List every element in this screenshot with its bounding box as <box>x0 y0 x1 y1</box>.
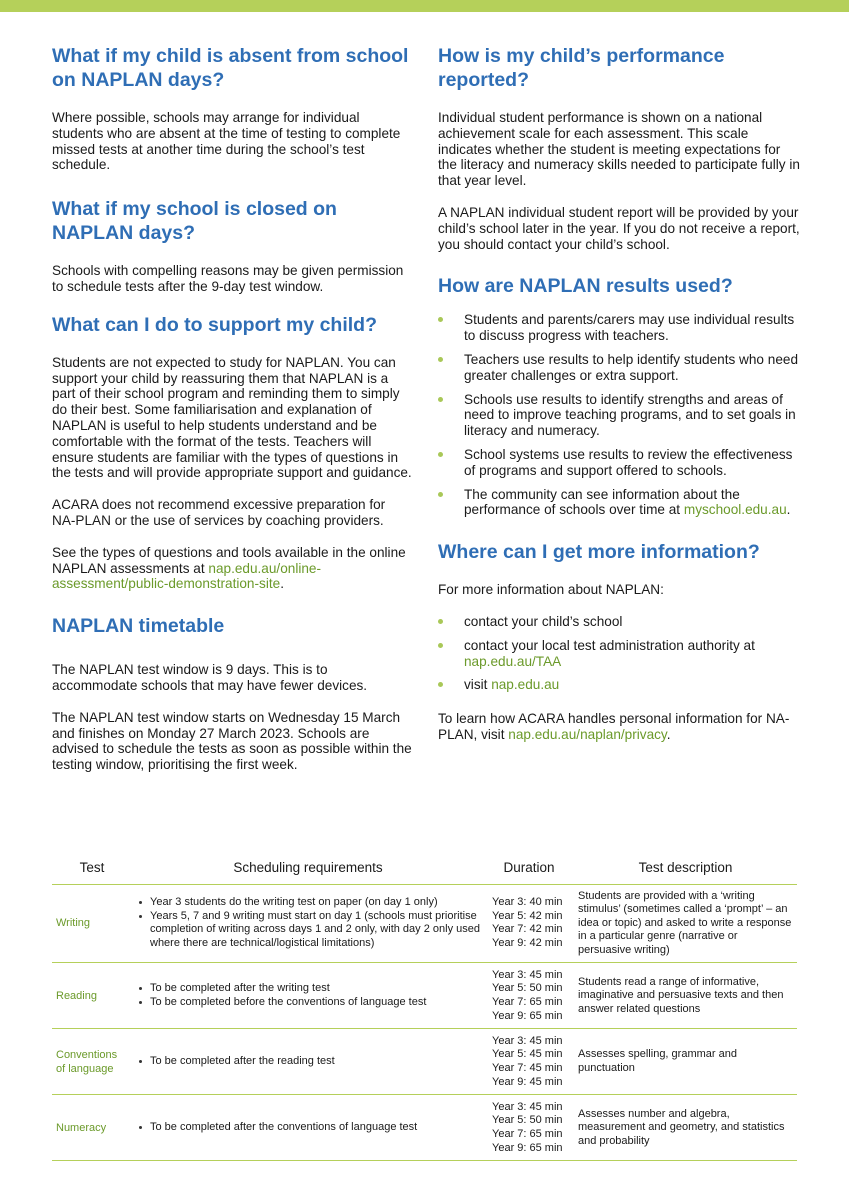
table-header-row <box>52 852 797 884</box>
scheduling-item: To be completed after the writing test <box>150 982 330 995</box>
taa-link[interactable]: nap.edu.au/TAA <box>464 653 562 669</box>
description-cell: Assesses spelling, grammar and punctuation <box>574 1029 797 1095</box>
test-name: Numeracy <box>52 1095 132 1161</box>
bullet-icon <box>438 492 443 497</box>
bullet-icon <box>139 1126 142 1129</box>
duration-line: Year 3: 45 min <box>492 1100 563 1113</box>
duration-line: Year 3: 40 min <box>492 896 563 909</box>
description-cell: Students read a range of informative, imaginative and persuasive texts and then answer related questions <box>574 963 797 1029</box>
timetable-table <box>52 852 797 1161</box>
results-item-2: Teachers use results to help identify students who need greater challenges or extra support. <box>464 351 799 383</box>
info-list <box>438 614 800 693</box>
support-heading: What can I do to support my child? <box>52 313 377 336</box>
bullet-icon <box>438 357 443 362</box>
duration-line: Year 9: 65 min <box>492 1141 563 1154</box>
absent-heading: What if my child is absent from school on NAPLAN days? <box>52 45 409 91</box>
list-item <box>438 614 800 630</box>
table-row <box>52 884 797 963</box>
scheduling-item: Year 3 students do the writing test on paper (on day 1 only) <box>150 896 438 909</box>
results-item-4: School systems use results to review the effectiveness of programs and support offered to schools. <box>464 446 793 478</box>
duration-line: Year 7: 65 min <box>492 995 563 1008</box>
myschool-link[interactable]: myschool.edu.au <box>683 502 787 518</box>
list-item <box>438 638 800 670</box>
results-list <box>438 312 800 518</box>
duration-line: Year 9: 65 min <box>492 1009 563 1022</box>
duration-cell <box>484 963 574 1029</box>
list-item <box>136 910 480 951</box>
duration-line: Year 3: 45 min <box>492 968 563 981</box>
duration-line: Year 9: 45 min <box>492 1075 563 1088</box>
scheduling-cell <box>132 884 484 963</box>
list-item <box>438 392 800 439</box>
demo-site-link[interactable]: nap.edu.au/online-assessment/public-demonstration-site <box>52 560 322 592</box>
support-paragraph-3 <box>52 545 412 592</box>
timetable-paragraph-1: The NAPLAN test window is 9 days. This is to accommodate schools that may have fewer devices. <box>52 662 368 693</box>
scheduling-cell <box>132 1029 484 1095</box>
list-item <box>136 996 480 1010</box>
header-description: Test description <box>574 852 797 884</box>
duration-line: Year 5: 50 min <box>492 1114 563 1127</box>
left-column <box>52 44 412 773</box>
results-item-5-text: The community can see information about the performance of schools over time at <box>464 486 740 518</box>
bullet-icon <box>139 1001 142 1004</box>
bullet-icon <box>139 915 142 918</box>
duration-cell <box>484 1095 574 1161</box>
support-paragraph-1: Students are not expected to study for NAPLAN. You can support your child by reassuring them that NAPLAN is a part of their school program and reminding them to simply do their best. Some familiarisation and explanation of NAPLAN is useful to help students understand and be comfortable with the format of the tests. Teachers will ensure students are familiar with the types of questions in the tests and will provide appropriate support and guidance. <box>52 354 412 481</box>
support-paragraph-3-text: See the types of questions and tools available in the online NAPLAN assessments at <box>52 544 406 576</box>
duration-line: Year 7: 45 min <box>492 1061 563 1074</box>
results-heading: How are NAPLAN results used? <box>438 275 733 298</box>
top-accent-bar <box>0 0 849 12</box>
scheduling-item: Years 5, 7 and 9 writing must start on day 1 (schools must prioritise completion of writing across days 1 and 2 only, with day 2 only used where there are technical/logistical limitations) <box>150 909 480 950</box>
list-item <box>136 1121 480 1135</box>
list-item <box>136 982 480 996</box>
scheduling-cell <box>132 1095 484 1161</box>
table-row <box>52 963 797 1029</box>
list-item <box>438 447 800 479</box>
support-paragraph-2: ACARA does not recommend excessive preparation for NA-PLAN or the use of services by coaching providers. <box>52 497 386 528</box>
privacy-end: . <box>666 726 671 742</box>
list-item <box>438 677 800 693</box>
scheduling-item: To be completed after the conventions of language test <box>150 1121 418 1134</box>
timetable-heading: NAPLAN timetable <box>52 615 225 638</box>
scheduling-item: To be completed before the conventions of language test <box>150 995 427 1008</box>
info-heading: Where can I get more information? <box>438 541 760 564</box>
bullet-icon <box>438 452 443 457</box>
privacy-text: To learn how ACARA handles personal information for NA-PLAN, visit <box>438 711 790 742</box>
performance-paragraph-2: A NAPLAN individual student report will be provided by your child’s school later in the year. If you do not receive a report, you should contact your child’s school. <box>438 204 800 252</box>
duration-cell <box>484 884 574 963</box>
table-row <box>52 1029 797 1095</box>
duration-line: Year 3: 45 min <box>492 1034 563 1047</box>
test-name: Reading <box>52 963 132 1029</box>
bullet-icon <box>438 619 443 624</box>
closed-text: Schools with compelling reasons may be given permission to schedule tests after the 9-day test window. <box>52 263 404 294</box>
bullet-icon <box>139 987 142 990</box>
performance-paragraph-1: Individual student performance is shown on a national achievement scale for each assessment. This scale indicates whether the student is meeting expectations for the literacy and numeracy skills needed to participate fully in that year level. <box>438 110 800 189</box>
list-item <box>136 896 480 910</box>
table-row <box>52 1095 797 1161</box>
info-item-3-text: visit <box>464 677 492 693</box>
support-paragraph-3-end: . <box>280 576 284 592</box>
duration-line: Year 7: 65 min <box>492 1127 563 1140</box>
privacy-link[interactable]: nap.edu.au/naplan/privacy <box>508 726 667 742</box>
header-duration: Duration <box>484 852 574 884</box>
header-test: Test <box>52 852 132 884</box>
duration-line: Year 5: 45 min <box>492 1048 563 1061</box>
description-cell: Students are provided with a ‘writing stimulus’ (sometimes called a ‘prompt’ – an idea or topic) and asked to write a response in a particular genre (narrative or persuasive writing) <box>574 884 797 963</box>
description-cell: Assesses number and algebra, measurement and geometry, and statistics and probability <box>574 1095 797 1161</box>
results-item-3: Schools use results to identify strengths and areas of need to improve teaching programs, and to set goals in literacy and numeracy. <box>464 391 796 439</box>
test-name: Writing <box>52 884 132 963</box>
results-item-1: Students and parents/carers may use individual results to discuss progress with teachers. <box>464 312 795 344</box>
duration-cell <box>484 1029 574 1095</box>
info-item-2-text: contact your local test administration authority at <box>464 637 755 653</box>
list-item <box>136 1055 480 1069</box>
scheduling-cell <box>132 963 484 1029</box>
absent-text: Where possible, schools may arrange for individual students who are absent at the time of testing to complete missed tests at another time during the school’s test schedule. <box>52 110 401 173</box>
bullet-icon <box>438 317 443 322</box>
bullet-icon <box>139 1060 142 1063</box>
nap-link[interactable]: nap.edu.au <box>491 677 560 693</box>
test-name: Conventions of language <box>52 1029 132 1095</box>
info-item-1: contact your child’s school <box>464 613 623 629</box>
duration-line: Year 5: 42 min <box>492 909 563 922</box>
duration-line: Year 5: 50 min <box>492 982 563 995</box>
duration-line: Year 7: 42 min <box>492 923 563 936</box>
info-intro: For more information about NAPLAN: <box>438 582 664 598</box>
list-item <box>438 352 800 384</box>
bullet-icon <box>438 682 443 687</box>
timetable-paragraph-2: The NAPLAN test window starts on Wednesday 15 March and finishes on Monday 27 March 2023. Schools are advised to schedule the tests as soon as possible within the testing window, prioritising the first week. <box>52 709 412 773</box>
privacy-paragraph <box>438 711 800 743</box>
list-item <box>438 312 800 344</box>
right-column <box>438 44 800 743</box>
header-scheduling: Scheduling requirements <box>132 852 484 884</box>
closed-heading: What if my school is closed on NAPLAN days? <box>52 198 337 245</box>
bullet-icon <box>438 397 443 402</box>
scheduling-item: To be completed after the reading test <box>150 1055 335 1068</box>
bullet-icon <box>438 643 443 648</box>
bullet-icon <box>139 901 142 904</box>
results-item-5-end: . <box>786 502 791 518</box>
performance-heading: How is my child’s performance reported? <box>438 45 725 91</box>
list-item <box>438 487 800 519</box>
duration-line: Year 9: 42 min <box>492 937 563 950</box>
